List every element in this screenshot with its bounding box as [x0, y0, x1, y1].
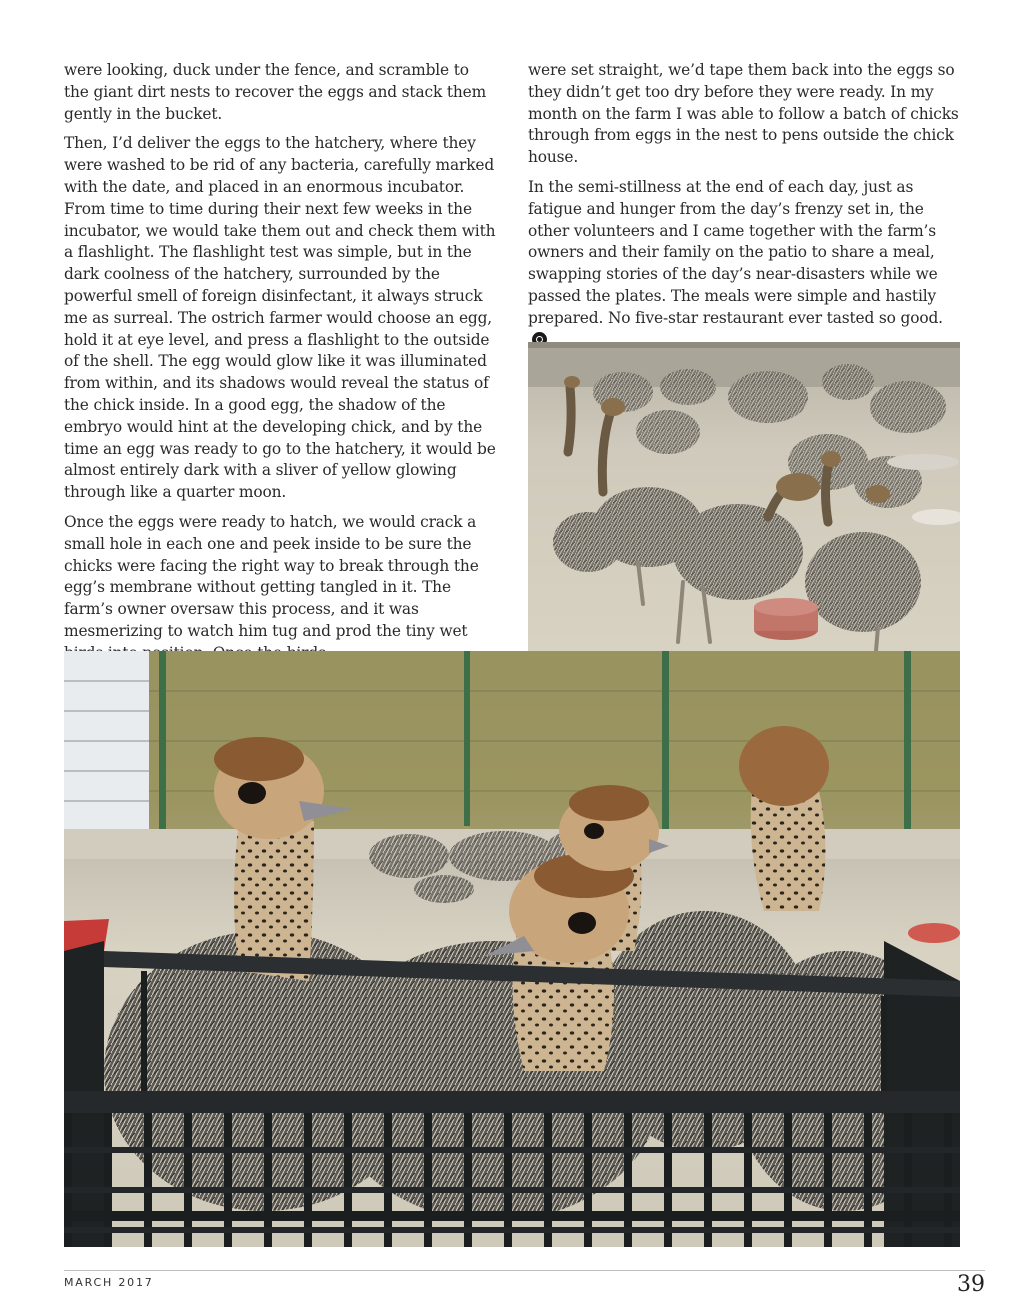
- article-column-right: [528, 60, 960, 359]
- photo-ostrich-chicks-pen: [528, 342, 960, 651]
- paragraph: Then, I’d deliver the eggs to the hatchery, where they were washed to be rid of any bacteria, carefully marked with the date, and placed in an enormous incubator. From time to time during their next few weeks in the incubator, we would take them out and check them with a flashlight. The flashlight test was simple, but in the dark coolness of the hatchery, surrounded by the powerful smell of foreign disinfectant, it always struck me as surreal. The ostrich farmer would choose an egg, hold it at eye level, and press a flashlight to the outside of the shell. The egg would glow like it was illuminated from within, and its shadows would reveal the status of the chick inside. In a good egg, the shadow of the embryo would hint at the developing chick, and by the time an egg was ready to go to the hatchery, it would be almost entirely dark with a sliver of yellow glowing through like a quarter moon.: [64, 134, 496, 502]
- photo-ostrich-chicks-crate: [64, 651, 960, 1247]
- paragraph-text: In the semi-stillness at the end of each day, just as fatigue and hunger from the day’s frenzy set in, the other volunteers and I came together with the farm’s owners and their family on the patio to share a meal, swapping stories of the day’s near-disasters while we passed the plates. The meals were simple and hastily prepared. No five-star restaurant ever tasted so good.: [528, 177, 943, 327]
- paragraph: Once the eggs were ready to hatch, we would crack a small hole in each one and peek inside to be sure the chicks were facing the right way to break through the egg’s membrane without getting tangled in it. The farm’s owner oversaw this process, and it was mesmerizing to watch him tug and prod the tiny wet: [64, 512, 479, 640]
- footer-divider: [64, 1270, 985, 1271]
- article-column-left: [64, 60, 496, 673]
- paragraph-final: [528, 177, 960, 351]
- paragraph: were looking, duck under the fence, and scramble to the giant dirt nests to recover the eggs and stack them gently in the bucket.: [64, 61, 487, 123]
- paragraph: were set straight, we’d tape them back into the eggs so they didn’t get too dry before they were ready. In my month on the farm I was able to follow a batch of chicks through from eggs in the nest to pens outside the chick house.: [528, 61, 959, 167]
- issue-date: MARCH 2017: [64, 1276, 154, 1289]
- page-number: 39: [957, 1272, 985, 1297]
